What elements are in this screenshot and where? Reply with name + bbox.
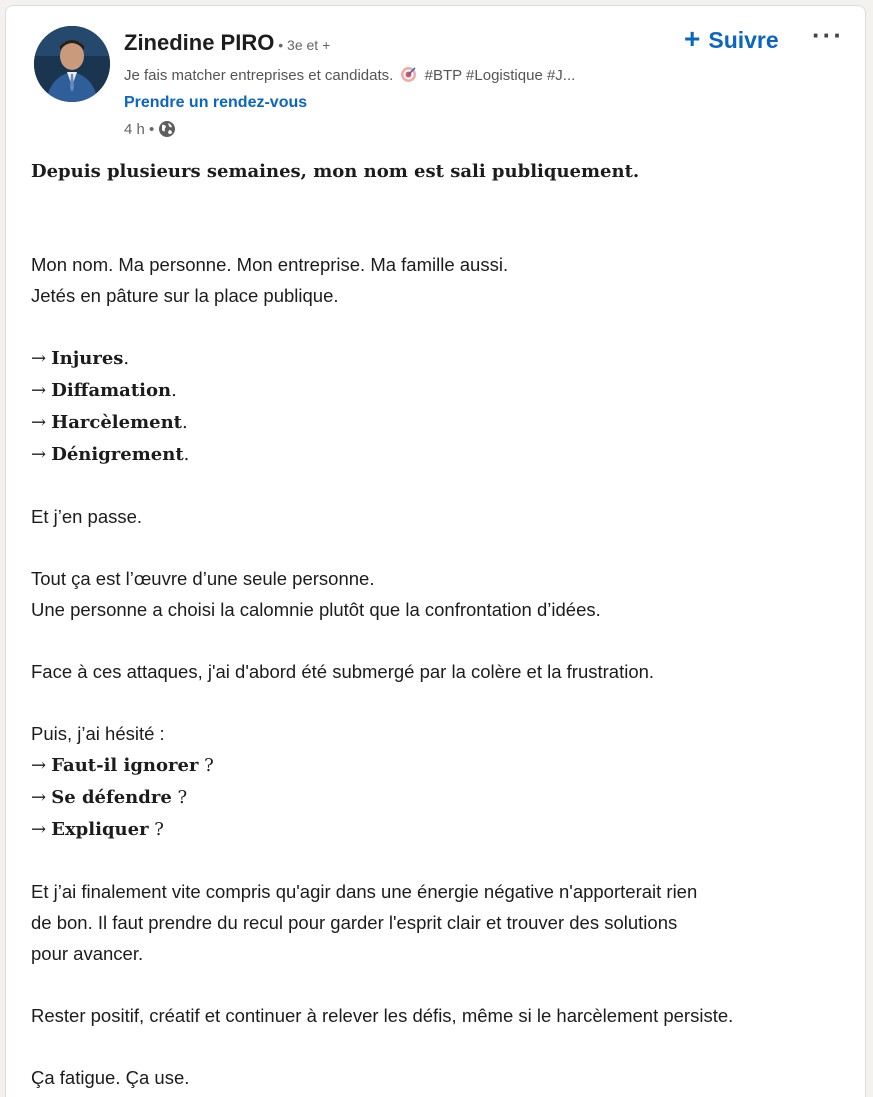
post-paragraph: Une personne a choisi la calomnie plutôt que la confrontation d’idées. — [31, 599, 601, 620]
post-paragraph: Ça fatigue. Ça use. — [31, 1067, 190, 1088]
list-item: → Faut-il ignorer ? — [31, 755, 214, 776]
author-name[interactable] — [124, 30, 330, 56]
target-icon — [400, 66, 417, 83]
list-item: → Expliquer ? — [31, 819, 164, 840]
headline-tags: #BTP #Logistique #J... — [424, 67, 576, 84]
connection-degree: • 3e et + — [274, 37, 331, 53]
post-paragraph: pour avancer. — [31, 943, 144, 964]
follow-button[interactable] — [684, 23, 779, 54]
post-paragraph: Puis, j’ai hésité : — [31, 723, 165, 744]
post-paragraph: Tout ça est l’œuvre d’une seule personne. — [31, 568, 375, 589]
post-paragraph: Et j’ai finalement vite compris qu'agir dans une énergie négative n'apporterait rien — [31, 881, 698, 902]
list-item: → Harcèlement. — [31, 412, 188, 433]
globe-icon — [158, 120, 176, 138]
post-paragraph: Jetés en pâture sur la place publique. — [31, 285, 339, 306]
follow-label: Suivre — [708, 27, 779, 53]
post-paragraph: Mon nom. Ma personne. Mon entreprise. Ma famille aussi. — [31, 254, 509, 275]
more-options-icon[interactable]: ··· — [812, 20, 844, 50]
post-body — [31, 156, 861, 1093]
post-paragraph: Et j’en passe. — [31, 506, 143, 527]
post-card — [5, 5, 866, 1097]
plus-icon: + — [684, 23, 701, 54]
avatar[interactable] — [34, 26, 110, 102]
headline-text: Je fais matcher entreprises et candidats. — [124, 67, 394, 84]
post-paragraph: Face à ces attaques, j'ai d'abord été submergé par la colère et la frustration. — [31, 661, 655, 682]
post-meta — [124, 120, 176, 138]
list-item: → Dénigrement. — [31, 444, 190, 465]
author-headline — [124, 66, 684, 84]
post-title: Depuis plusieurs semaines, mon nom est sali publiquement. — [31, 161, 640, 182]
post-time: 4 h • — [124, 120, 155, 138]
list-item: → Se défendre ? — [31, 787, 188, 808]
author-name-text[interactable]: Zinedine PIRO — [124, 30, 275, 55]
post-paragraph: de bon. Il faut prendre du recul pour garder l'esprit clair et trouver des solutions — [31, 912, 678, 933]
list-item: → Diffamation. — [31, 380, 177, 401]
book-appointment-link[interactable]: Prendre un rendez-vous — [124, 94, 308, 111]
list-item: → Injures. — [31, 348, 130, 369]
post-paragraph: Rester positif, créatif et continuer à relever les défis, même si le harcèlement persiste. — [31, 1005, 734, 1026]
